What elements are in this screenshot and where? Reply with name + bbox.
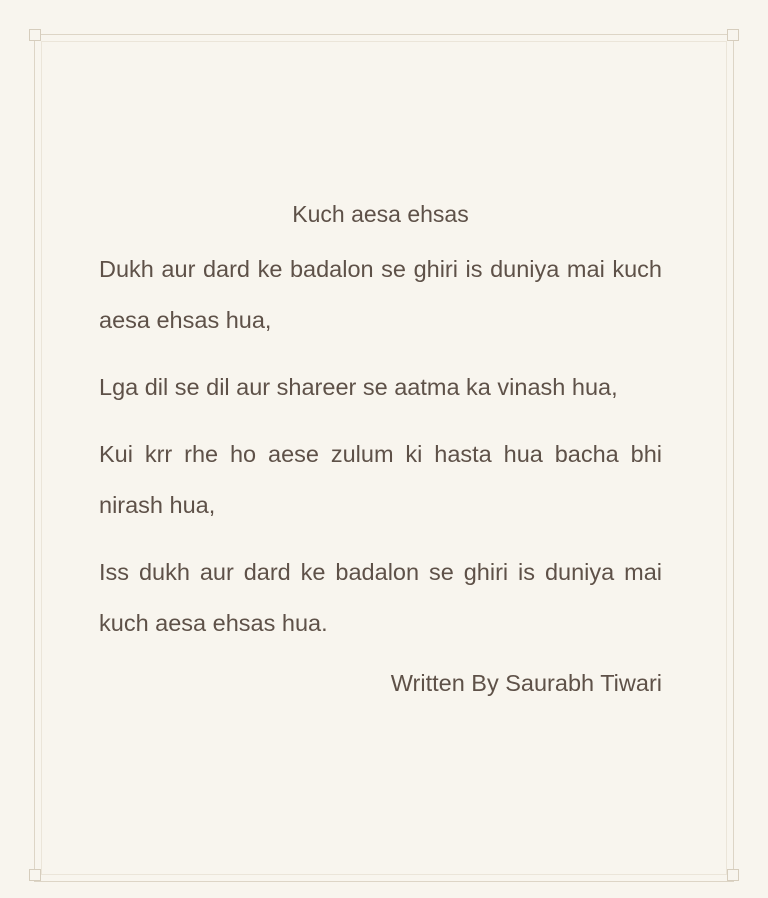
poem-stanza: Iss dukh aur dard ke badalon se ghiri is duniya mai kuch aesa ehsas hua. [99,559,662,636]
poem-stanza: Kui krr rhe ho aese zulum ki hasta hua bacha bhi nirash hua, [99,441,662,518]
poem-title: Kuch aesa ehsas [292,201,469,227]
poem-content [99,196,662,701]
corner-ornament-bottom-left [29,869,41,881]
corner-ornament-top-right [727,29,739,41]
poem-stanza: Lga dil se dil aur shareer se aatma ka vinash hua, [99,374,618,400]
corner-ornament-bottom-right [727,869,739,881]
corner-ornament-top-left [29,29,41,41]
poem-stanza: Dukh aur dard ke badalon se ghiri is duniya mai kuch aesa ehsas hua, [99,256,662,333]
poem-author: Written By Saurabh Tiwari [390,670,662,696]
